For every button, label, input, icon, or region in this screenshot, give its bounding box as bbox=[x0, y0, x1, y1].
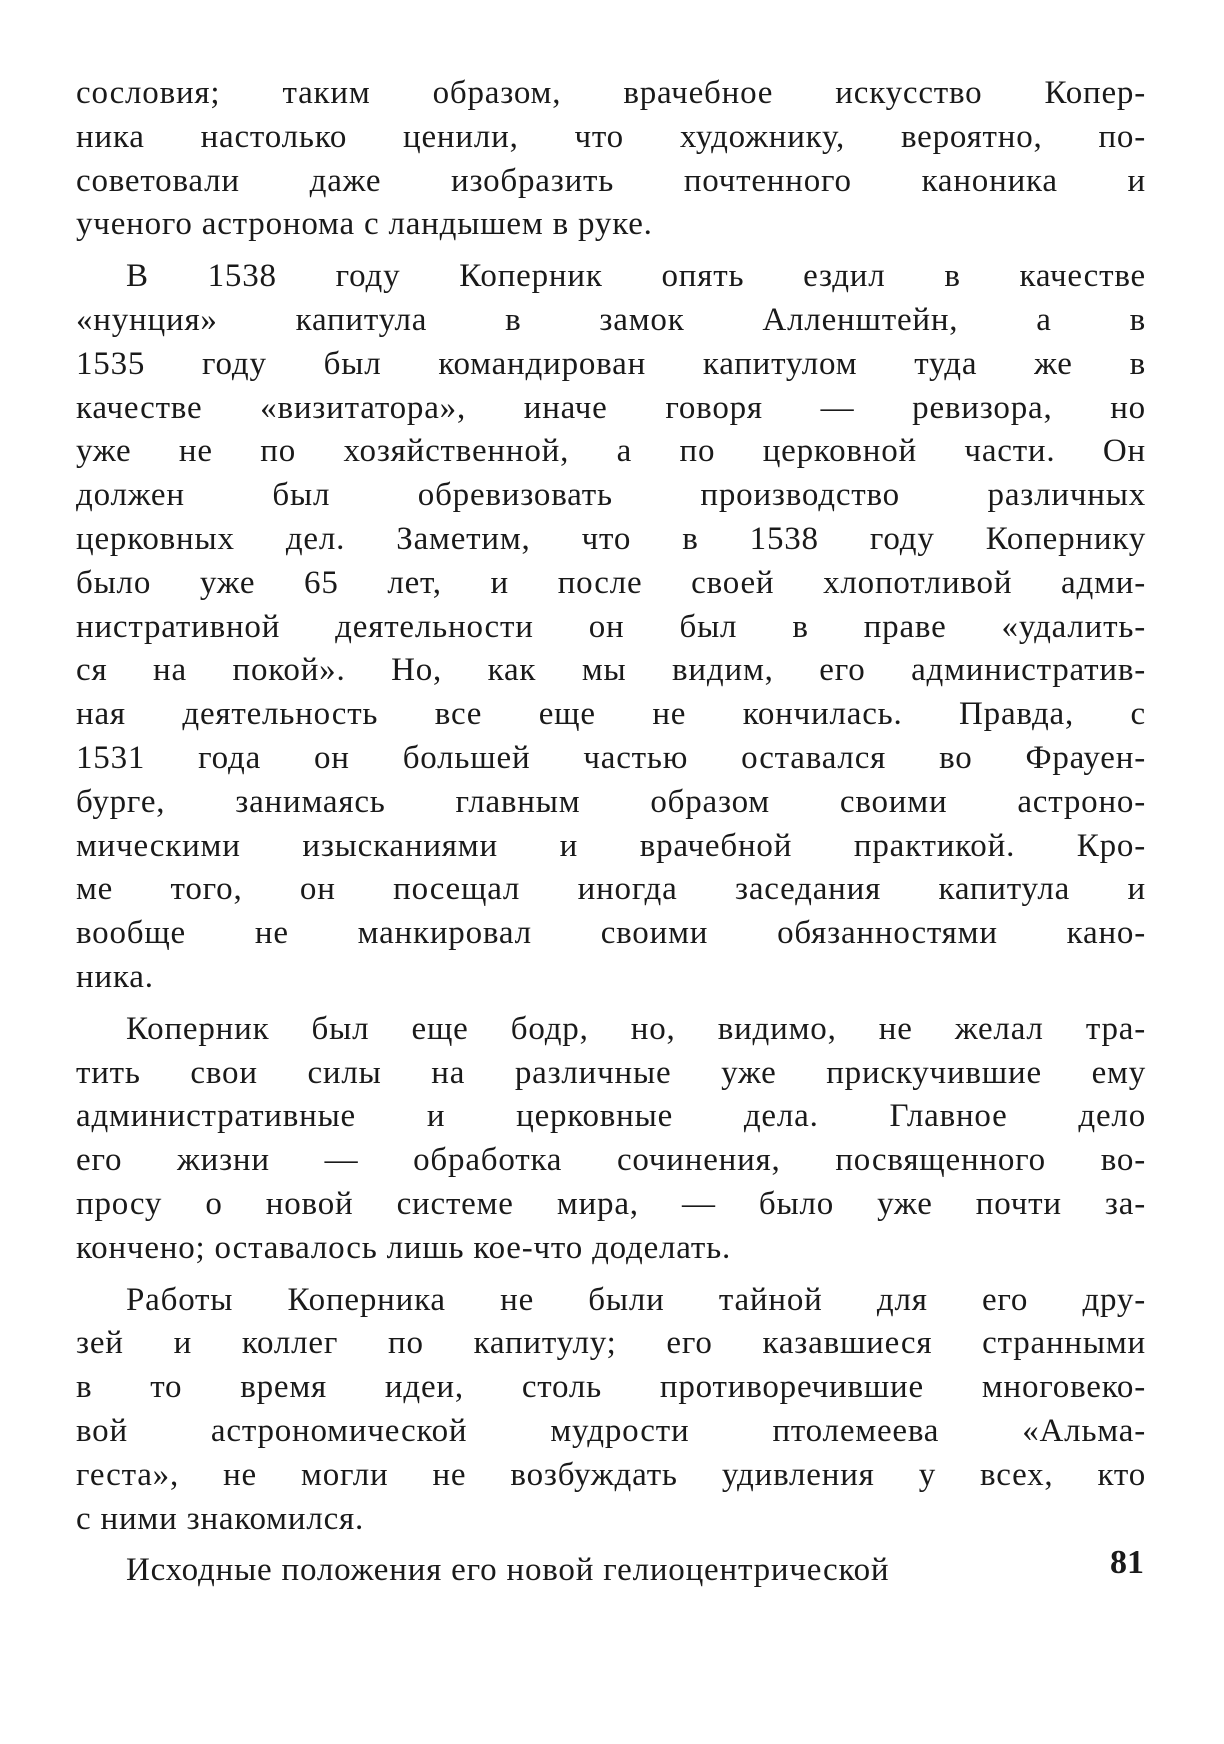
text-line: церковных дел. Заметим, что в 1538 году Копернику bbox=[76, 520, 1146, 557]
text-line: 1535 году был командирован капитулом туда же в bbox=[76, 345, 1146, 382]
text-line: с ними знакомился. bbox=[76, 1500, 365, 1537]
text-line: нистративной деятельности он был в праве «удалить- bbox=[76, 608, 1146, 645]
text-line: ме того, он посещал иногда заседания капитула и bbox=[76, 871, 1146, 908]
text-line: мическими изысканиями и врачебной практикой. Кро- bbox=[76, 827, 1146, 864]
text-line: зей и коллег по капитулу; его казавшиеся странными bbox=[76, 1325, 1146, 1362]
text-line: кончено; оставалось лишь кое-что доделать. bbox=[76, 1229, 732, 1266]
paragraph bbox=[76, 255, 1146, 1000]
text-body bbox=[76, 72, 1146, 1593]
page-number: 81 bbox=[1110, 1544, 1144, 1581]
text-line: было уже 65 лет, и после своей хлопотливой адми- bbox=[76, 564, 1146, 601]
paragraph bbox=[76, 1008, 1146, 1271]
text-line: геста», не могли не возбуждать удивления у всех, кто bbox=[76, 1456, 1146, 1493]
text-line: вой астрономической мудрости птолемеева «Альма- bbox=[76, 1412, 1146, 1449]
text-line: должен был обревизовать производство различных bbox=[76, 477, 1146, 514]
text-line: В 1538 году Коперник опять ездил в качестве bbox=[126, 258, 1146, 295]
text-line: ся на покой». Но, как мы видим, его административ- bbox=[76, 652, 1146, 689]
text-line: ника настолько ценили, что художнику, вероятно, по- bbox=[76, 118, 1146, 155]
paragraph bbox=[76, 1549, 1146, 1593]
text-line: вообще не манкировал своими обязанностями кано- bbox=[76, 915, 1146, 952]
text-line: в то время идеи, столь противоречившие многовеко- bbox=[76, 1369, 1146, 1406]
text-line: его жизни — обработка сочинения, посвященного во- bbox=[76, 1142, 1146, 1179]
paragraph bbox=[76, 1279, 1146, 1542]
text-line: «нунция» капитула в замок Алленштейн, а в bbox=[76, 301, 1146, 338]
text-line: тить свои силы на различные уже прискучившие ему bbox=[76, 1054, 1146, 1091]
paragraph bbox=[76, 72, 1146, 247]
text-line: Работы Коперника не были тайной для его дру- bbox=[126, 1281, 1146, 1318]
text-line: ника. bbox=[76, 958, 154, 995]
text-line: советовали даже изобразить почтенного каноника и bbox=[76, 162, 1146, 199]
text-line: административные и церковные дела. Главное дело bbox=[76, 1098, 1146, 1135]
text-line: ная деятельность все еще не кончилась. Правда, с bbox=[76, 696, 1146, 733]
text-line: Коперник был еще бодр, но, видимо, не желал тра- bbox=[126, 1010, 1146, 1047]
text-line: бурге, занимаясь главным образом своими астроно- bbox=[76, 783, 1146, 820]
text-line: качестве «визитатора», иначе говоря — ревизора, но bbox=[76, 389, 1146, 426]
text-line: 1531 года он большей частью оставался во Фрауен- bbox=[76, 739, 1146, 776]
text-line: ученого астронома с ландышем в руке. bbox=[76, 206, 653, 243]
text-line: сословия; таким образом, врачебное искусство Копер- bbox=[76, 75, 1146, 111]
text-line: уже не по хозяйственной, а по церковной части. Он bbox=[76, 433, 1146, 470]
text-line: Исходные положения его новой гелиоцентрической bbox=[126, 1552, 890, 1589]
book-page bbox=[76, 72, 1146, 1712]
text-line: просу о новой системе мира, — было уже почти за- bbox=[76, 1185, 1146, 1222]
